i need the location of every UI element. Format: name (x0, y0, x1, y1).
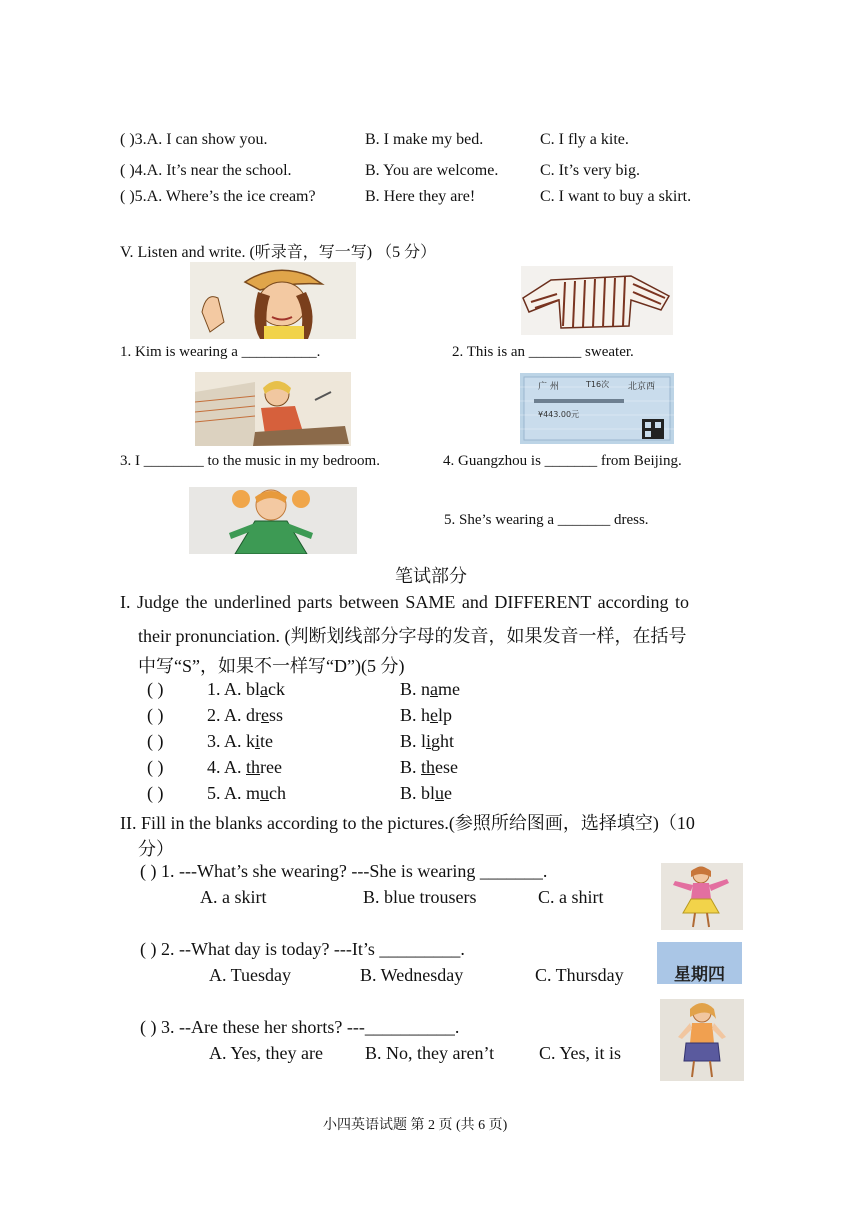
section-i-title-1: I. Judge the underlined parts between SAME and DIFFERENT according to (120, 592, 690, 612)
pron-underlined: a (430, 679, 439, 699)
pron-underlined: e (430, 705, 439, 725)
choice-prefix: ( )5. (120, 188, 147, 205)
option-a: A. Yes, they are (209, 1043, 323, 1063)
section-v-title: V. Listen and write. (听录音，写一写) （5 分） (120, 244, 437, 261)
ticket-from: 广 州 (538, 382, 559, 392)
sweater-image (521, 266, 673, 335)
question-1: ( ) 1. ---What’s she wearing? ---She is wearing _______. (140, 861, 548, 881)
pron-underlined: a (260, 679, 269, 699)
option-c: C. Yes, it is (539, 1043, 622, 1063)
section-ii-title-1: II. Fill in the blanks according to the pictures.(参照所给图画，选择填空)（10 (120, 813, 695, 833)
girl-cap-image (190, 262, 356, 339)
pron-item-a (207, 705, 283, 726)
choice-b: B. Here they are! (365, 188, 476, 205)
pron-text: ch (269, 783, 287, 803)
choice-row-3 (120, 131, 268, 149)
pron-underlined: i (426, 731, 432, 751)
pron-item-b (400, 757, 458, 778)
pron-text: k (246, 731, 256, 751)
pron-text: lp (438, 705, 453, 725)
pron-underlined: e (261, 705, 270, 725)
paren-blank[interactable]: ( ) (147, 679, 164, 699)
option-b: B. blue trousers (363, 887, 477, 907)
pron-text: B. bl (400, 783, 436, 803)
pron-item-b (400, 679, 460, 700)
pron-underlined: th (421, 757, 436, 777)
section-i-title-2: their pronunciation. (判断划线部分字母的发音，如果发音一样，在括号 (138, 626, 687, 646)
choice-c: C. I want to buy a skirt. (540, 188, 692, 205)
pron-text: e (444, 783, 453, 803)
choice-c: C. I fly a kite. (540, 131, 629, 148)
pron-num: 4. A. (207, 757, 247, 777)
option-a: A. a skirt (200, 887, 267, 907)
pron-text: B. h (400, 705, 431, 725)
pron-text: ss (269, 705, 284, 725)
weekday-card-text: 星期四 (674, 965, 725, 985)
paren-blank[interactable]: ( ) (147, 705, 164, 725)
listen-item-1: 1. Kim is wearing a __________. (120, 344, 321, 360)
choice-b: B. I make my bed. (365, 131, 484, 148)
paren-blank[interactable]: ( ) (147, 783, 164, 803)
choice-b: B. You are welcome. (365, 162, 499, 179)
ticket-train: T16次 (586, 380, 610, 389)
pron-underlined: u (260, 783, 270, 803)
pron-item-a (207, 783, 286, 804)
train-ticket-image (520, 373, 674, 444)
question-3: ( ) 3. --Are these her shorts? ---__________. (140, 1017, 460, 1037)
pron-text: ree (260, 757, 283, 777)
choice-a: A. Where’s the ice cream? (146, 188, 316, 205)
pron-item-a (207, 731, 273, 752)
listen-item-5: 5. She’s wearing a _______ dress. (444, 512, 649, 528)
choice-row-4 (120, 162, 292, 180)
section-i-title-3: 中写“S”，如果不一样写“D”)(5 分) (138, 656, 405, 676)
pron-text: m (246, 783, 261, 803)
pron-text: dr (246, 705, 262, 725)
pron-text: B. l (400, 731, 427, 751)
listen-item-3: 3. I ________ to the music in my bedroom. (120, 453, 380, 469)
pron-item-b (400, 705, 452, 726)
pron-text: B. (400, 757, 422, 777)
written-part-title: 笔试部分 (395, 566, 467, 587)
choice-prefix: ( )4. (120, 162, 147, 179)
pron-num: 2. A. (207, 705, 247, 725)
green-dress-image (189, 487, 357, 554)
question-2: ( ) 2. --What day is today? ---It’s _________. (140, 939, 465, 959)
pron-item-b (400, 731, 454, 752)
option-c: C. Thursday (535, 965, 624, 985)
paren-blank[interactable]: ( ) (147, 757, 164, 777)
pron-item-b (400, 783, 452, 804)
shorts-girl-image (660, 999, 744, 1081)
choice-prefix: ( )3. (120, 131, 147, 148)
skirt-girl-image (661, 863, 743, 930)
section-ii-title-2: 分） (138, 839, 174, 859)
pron-item-a (207, 679, 285, 700)
weekday-card (657, 942, 742, 984)
pron-underlined: i (255, 731, 261, 751)
pron-text: ese (435, 757, 459, 777)
ticket-to: 北京西 (628, 382, 656, 392)
pron-text: ght (431, 731, 455, 751)
pron-text: te (260, 731, 274, 751)
choice-row-5 (120, 188, 316, 206)
listen-item-4: 4. Guangzhou is _______ from Beijing. (443, 453, 682, 469)
pron-num: 5. A. (207, 783, 247, 803)
option-b: B. Wednesday (360, 965, 464, 985)
pron-text: ck (268, 679, 286, 699)
choice-a: A. I can show you. (146, 131, 268, 148)
choice-a: A. It’s near the school. (146, 162, 292, 179)
pron-underlined: u (435, 783, 445, 803)
pron-num: 1. A. (207, 679, 247, 699)
music-girl-image (195, 372, 351, 446)
pron-text: bl (246, 679, 261, 699)
option-a: A. Tuesday (209, 965, 292, 985)
paren-blank[interactable]: ( ) (147, 731, 164, 751)
option-b: B. No, they aren’t (365, 1043, 495, 1063)
pron-text: B. n (400, 679, 431, 699)
pron-text: me (438, 679, 461, 699)
pron-item-a (207, 757, 282, 778)
listen-item-2: 2. This is an _______ sweater. (452, 344, 634, 360)
pron-underlined: th (246, 757, 261, 777)
option-c: C. a shirt (538, 887, 604, 907)
choice-c: C. It’s very big. (540, 162, 640, 179)
pron-num: 3. A. (207, 731, 247, 751)
ticket-price: ¥443.00元 (538, 410, 580, 419)
page-footer: 小四英语试题 第 2 页 (共 6 页) (323, 1118, 508, 1133)
